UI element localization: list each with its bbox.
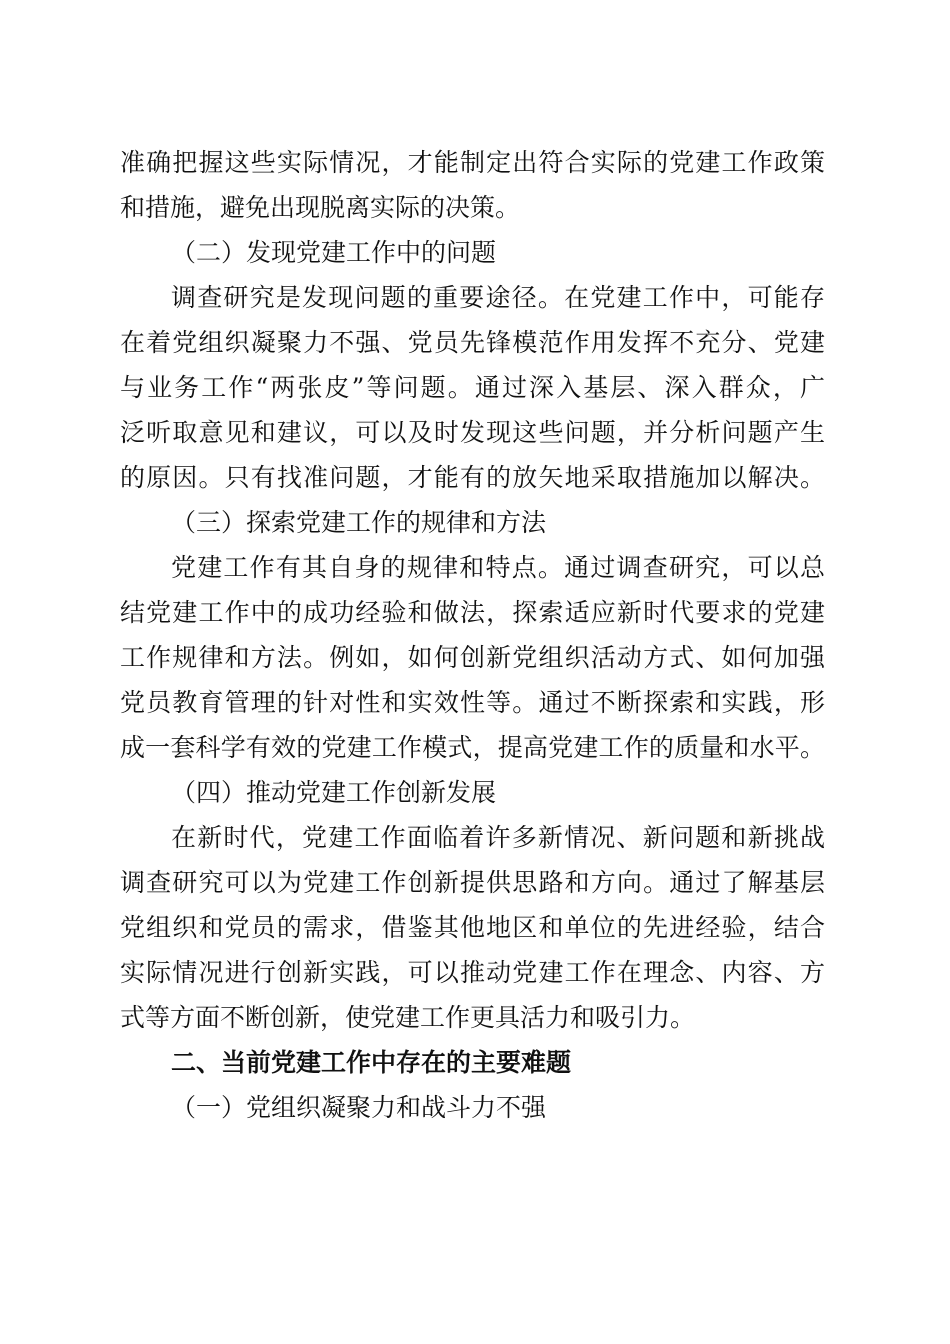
paragraph-line: 在着党组织凝聚力不强、党员先锋模范作用发挥不充分、党建 (120, 328, 825, 357)
paragraph-line: 调查研究可以为党建工作创新提供思路和方向。通过了解基层 (120, 868, 825, 897)
paragraph-line: 的原因。只有找准问题，才能有的放矢地采取措施加以解决。 (120, 463, 825, 492)
section-heading: （三）探索党建工作的规律和方法 (171, 508, 547, 537)
paragraph-line: 和措施，避免出现脱离实际的决策。 (120, 193, 521, 222)
paragraph-line: 式等方面不断创新，使党建工作更具活力和吸引力。 (120, 1003, 696, 1032)
paragraph-line: 党建工作有其自身的规律和特点。通过调查研究，可以总 (171, 553, 825, 582)
paragraph-line: 调查研究是发现问题的重要途径。在党建工作中，可能存 (171, 283, 825, 312)
section-heading: （四）推动党建工作创新发展 (171, 778, 497, 807)
paragraph-line: 成一套科学有效的党建工作模式，提高党建工作的质量和水平。 (120, 733, 825, 762)
paragraph-line: 准确把握这些实际情况，才能制定出符合实际的党建工作政策 (120, 148, 825, 177)
paragraph-line: 工作规律和方法。例如，如何创新党组织活动方式、如何加强 (120, 643, 825, 672)
paragraph-line: 党员教育管理的针对性和实效性等。通过不断探索和实践，形 (120, 688, 825, 717)
section-heading: （二）发现党建工作中的问题 (171, 238, 497, 267)
chapter-heading: 二、当前党建工作中存在的主要难题 (171, 1048, 572, 1077)
paragraph-line: 泛听取意见和建议，可以及时发现这些问题，并分析问题产生 (120, 418, 825, 447)
paragraph-line: 党组织和党员的需求，借鉴其他地区和单位的先进经验，结合 (120, 913, 825, 942)
paragraph-line: 在新时代，党建工作面临着许多新情况、新问题和新挑战 (171, 823, 825, 852)
paragraph-line: 结党建工作中的成功经验和做法，探索适应新时代要求的党建 (120, 598, 825, 627)
section-heading: （一）党组织凝聚力和战斗力不强 (171, 1093, 547, 1122)
paragraph-line: 与业务工作“两张皮”等问题。通过深入基层、深入群众，广 (120, 373, 825, 402)
paragraph-line: 实际情况进行创新实践，可以推动党建工作在理念、内容、方 (120, 958, 825, 987)
